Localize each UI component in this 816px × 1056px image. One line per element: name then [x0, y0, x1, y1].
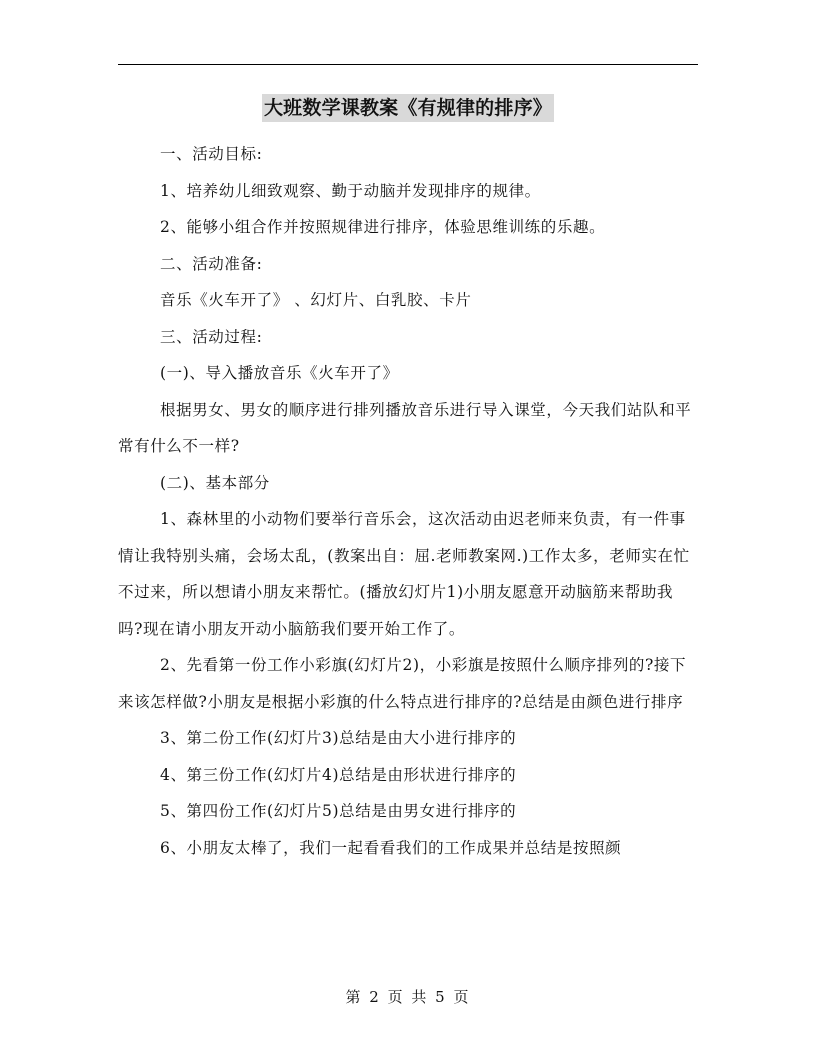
paragraph: 1、森林里的小动物们要举行音乐会，这次活动由迟老师来负责，有一件事情让我特别头痛，会场太乱，(教案出自：屈.老师教案网.)工作太多，老师实在忙不过来，所以想请小朋友来帮忙。(播放幻灯片1)小朋友愿意开动脑筋来帮助我吗?现在请小朋友开动小脑筋我们要开始工作了。 — [118, 510, 690, 638]
paragraph: 2、先看第一份工作小彩旗(幻灯片2)，小彩旗是按照什么顺序排列的?接下来该怎样做?小朋友是根据小彩旗的什么特点进行排序的?总结是由颜色进行排序 — [118, 656, 687, 711]
paragraph: 4、第三份工作(幻灯片4)总结是由形状进行排序的 — [160, 765, 517, 784]
paragraph: (一)、导入播放音乐《火车开了》 — [160, 364, 399, 382]
paragraph: 3、第二份工作(幻灯片3)总结是由大小进行排序的 — [160, 729, 517, 747]
paragraph: 6、小朋友太棒了，我们一起看看我们的工作成果并总结是按照颜 — [160, 838, 622, 857]
document-body — [118, 136, 698, 866]
header-rule — [118, 64, 698, 65]
paragraph: 根据男女、男女的顺序进行排列播放音乐进行导入课堂，今天我们站队和平常有什么不一样? — [118, 400, 692, 455]
paragraph: 一、活动目标: — [160, 145, 263, 163]
paragraph: 二、活动准备: — [160, 254, 263, 273]
paragraph: (二)、基本部分 — [160, 473, 270, 492]
title-container — [0, 94, 816, 122]
paragraph: 三、活动过程: — [160, 327, 263, 346]
paragraph: 5、第四份工作(幻灯片5)总结是由男女进行排序的 — [160, 802, 517, 820]
paragraph: 1、培养幼儿细致观察、勤于动脑并发现排序的规律。 — [160, 181, 541, 200]
paragraph: 音乐《火车开了》 、幻灯片、白乳胶、卡片 — [160, 291, 472, 309]
document-title: 大班数学课教案《有规律的排序》 — [262, 94, 554, 122]
page-footer: 第 2 页 共 5 页 — [345, 988, 471, 1006]
paragraph: 2、能够小组合作并按照规律进行排序，体验思维训练的乐趣。 — [160, 218, 606, 236]
